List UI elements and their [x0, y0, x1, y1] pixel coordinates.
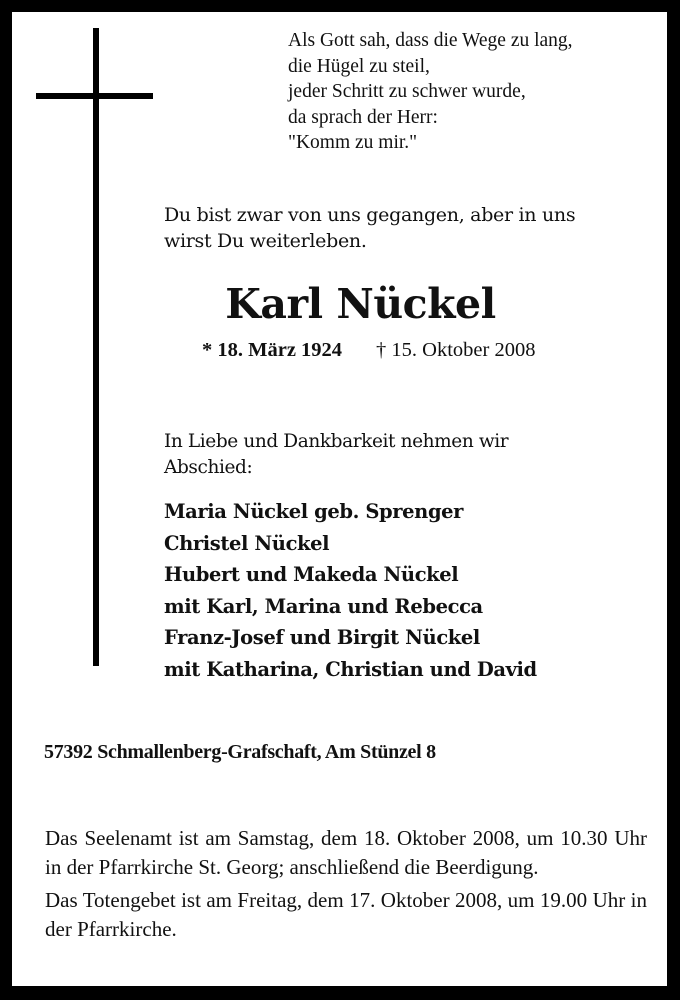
poem-line: die Hügel zu steil, [288, 55, 430, 77]
quote-line: wirst Du weiterleben. [164, 230, 367, 252]
intro-line: In Liebe und Dankbarkeit nehmen wir [164, 431, 509, 452]
prayer-info: Das Totengebet ist am Freitag, dem 17. Oktober 2008, um 19.00 Uhr in der Pfarrkirche. [45, 888, 647, 941]
poem-line: da sprach der Herr: [288, 106, 438, 128]
life-dates [202, 339, 535, 362]
quote-line: Du bist zwar von uns gegangen, aber in uns [164, 204, 576, 226]
mourner-name: Christel Nückel [164, 531, 330, 555]
cross-icon-vertical-bar [93, 28, 99, 666]
family-address: 57392 Schmallenberg-Grafschaft, Am Stünzel 8 [44, 741, 436, 763]
mourners-intro [164, 429, 508, 481]
mourner-name: mit Karl, Marina und Rebecca [164, 594, 483, 618]
mourner-name: Franz-Josef und Birgit Nückel [164, 626, 480, 649]
mourner-name: Maria Nückel geb. Sprenger [164, 500, 464, 523]
deceased-name: Karl Nückel [225, 280, 496, 328]
farewell-quote [164, 202, 575, 254]
intro-line: Abschied: [164, 457, 253, 478]
poem-line: Als Gott sah, dass die Wege zu lang, [288, 30, 573, 51]
service-info [45, 824, 647, 948]
death-date: † 15. Oktober 2008 [376, 339, 536, 361]
cross-icon-horizontal-bar [36, 93, 153, 99]
requiem-info: Das Seelenamt ist am Samstag, dem 18. Oktober 2008, um 10.30 Uhr in der Pfarrkirche St. Georg; anschließend die Beerdigung. [45, 826, 647, 879]
mourner-name: mit Katharina, Christian und David [164, 657, 537, 681]
mourner-name: Hubert und Makeda Nückel [164, 563, 459, 586]
obituary-card [12, 12, 667, 986]
poem-line: jeder Schritt zu schwer wurde, [288, 81, 526, 102]
mourners-list [164, 496, 537, 685]
poem-line: "Komm zu mir." [288, 132, 418, 153]
birth-date: * 18. März 1924 [202, 339, 343, 361]
poem [288, 28, 573, 156]
